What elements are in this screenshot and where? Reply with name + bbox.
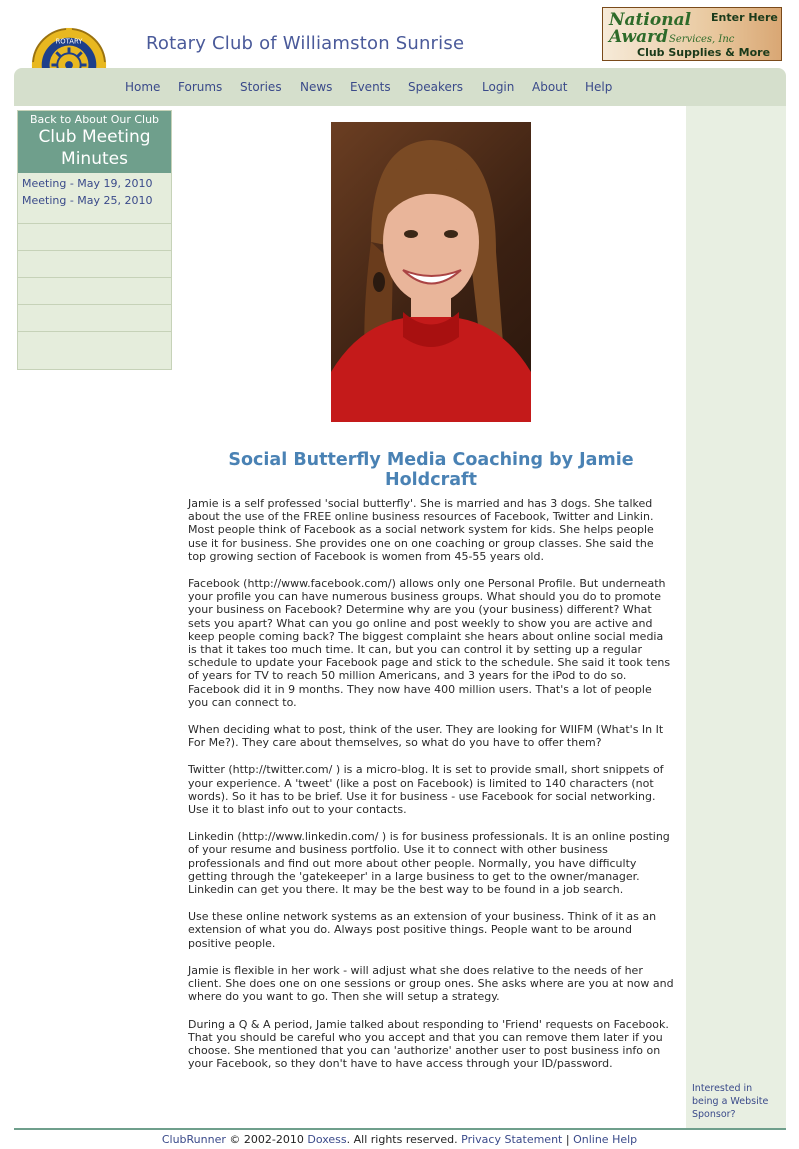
right-column [686, 106, 786, 1128]
sponsor-link[interactable]: Interested in being a Website Sponsor? [692, 1083, 769, 1120]
footer-rights: . All rights reserved. [346, 1133, 458, 1146]
back-to-about-link[interactable]: Back to About Our Club [29, 113, 160, 126]
nav-home[interactable]: Home [125, 80, 161, 94]
speaker-portrait-icon [331, 122, 531, 422]
ad-enter-here: Enter Here [711, 11, 778, 24]
ad-supplies-text: Club Supplies & More [637, 46, 771, 59]
speaker-photo [331, 122, 531, 422]
nav-login[interactable]: Login [482, 80, 515, 94]
article-title: Social Butterfly Media Coaching by Jamie Holdcraft [228, 450, 634, 490]
footer [0, 1133, 799, 1146]
footer-clubrunner-link[interactable]: ClubRunner [161, 1133, 226, 1146]
sidebar-header [18, 111, 171, 173]
sidebar-empty-row [18, 223, 171, 250]
sidebar-empty-row [18, 304, 171, 331]
article-body [188, 497, 675, 1084]
article-paragraph: Jamie is a self professed 'social butterfly'. She is married and has 3 dogs. She talked about the use of the FREE online business resources of Facebook, Twitter and Linkin. Most people think of Facebook as a social network system for kids. She helps people use it for business. She provides one on one coaching or group classes. She said the top growing section of Facebook is women from 45-55 years old. [188, 497, 654, 563]
national-award-ad[interactable] [602, 7, 782, 61]
ad-national-text: National [609, 10, 692, 30]
nav-about[interactable]: About [532, 80, 568, 94]
sidebar [17, 110, 172, 370]
sidebar-empty-row [18, 250, 171, 277]
article-paragraph: When deciding what to post, think of the user. They are looking for WIIFM (What's In It For Me?). They care about themselves, so what do you have to offer them? [188, 723, 664, 750]
nav-help[interactable]: Help [585, 80, 613, 94]
site-title[interactable]: Rotary Club of Williamston Sunrise [146, 33, 465, 54]
article-paragraph: Twitter (http://twitter.com/ ) is a micro-blog. It is set to provide small, short snippets of your experience. A 'tweet' (like a post on Facebook) is limited to 140 characters (not words). So it has to be brief. Use it for business - use Facebook for social networking. Use it to blast info out to your contacts. [188, 763, 664, 817]
sidebar-item-meeting-may-19[interactable]: Meeting - May 19, 2010 [22, 177, 153, 190]
nav-stories[interactable]: Stories [240, 80, 282, 94]
ad-award-text: Award [609, 27, 668, 47]
article-paragraph: Use these online network systems as an extension of your business. Think of it as an extension of what you do. Always post positive things. People want to be around positive people. [188, 910, 657, 950]
logo-text-top: ROTARY [55, 37, 83, 46]
article-paragraph: Jamie is flexible in her work - will adjust what she does relative to the needs of her client. She does one on one sessions or group ones. She asks where are you at now and where do you want to go. Then she will setup a strategy. [188, 963, 674, 1004]
nav-speakers[interactable]: Speakers [408, 80, 464, 94]
article-paragraph: During a Q & A period, Jamie talked about responding to 'Friend' requests on Facebook. That you should be careful who you accept and that you can remove them later if you choose. She mentioned that you can 'authorize' another user to post business info on your Facebook, so they don't have to have access through your ID/password. [188, 1017, 669, 1071]
article-paragraph: Linkedin (http://www.linkedin.com/ ) is for business professionals. It is an online posting of your resume and business portfolio. Use it to connect with other business professionals and find out more about other people. Normally, you have difficulty getting through the 'gatekeeper' in a large business to get to the owner/manager. Linkedin can get you there. It may be the best way to be found in a job search. [188, 830, 670, 897]
nav-forums[interactable]: Forums [178, 80, 223, 94]
footer-divider [14, 1128, 786, 1130]
main-navbar [14, 68, 786, 106]
sidebar-empty-row [18, 331, 171, 358]
ad-services-text: Services, Inc [669, 34, 735, 45]
footer-privacy-link[interactable]: Privacy Statement [461, 1133, 563, 1146]
footer-separator: | [565, 1133, 570, 1146]
sidebar-title: Club Meeting Minutes [38, 127, 151, 169]
nav-news[interactable]: News [300, 80, 333, 94]
article-paragraph: Facebook (http://www.facebook.com/) allows only one Personal Profile. But underneath your profile you can have numerous business groups. What should you do to promote your business on Facebook? Determine why are you (your business) different? What sets you apart? What can you go online and post weekly to show you are active and keep people coming back? The biggest complaint she hears about online social media is that it takes too much time. It can, but you can control it by setting up a regular schedule to update your Facebook page and stick to the schedule. She said it took tens of years for TV to reach 50 million Americans, and 3 years for the iPod to do so. Facebook did it in 9 months. They now have 400 million users. That's a lot of people you can connect to. [188, 577, 671, 709]
sidebar-empty-row [18, 277, 171, 304]
sidebar-item-meeting-may-25[interactable]: Meeting - May 25, 2010 [22, 194, 153, 207]
footer-copyright: © 2002-2010 [229, 1133, 304, 1146]
footer-doxess-link[interactable]: Doxess [307, 1133, 347, 1146]
footer-online-help-link[interactable]: Online Help [573, 1133, 638, 1146]
nav-events[interactable]: Events [350, 80, 391, 94]
